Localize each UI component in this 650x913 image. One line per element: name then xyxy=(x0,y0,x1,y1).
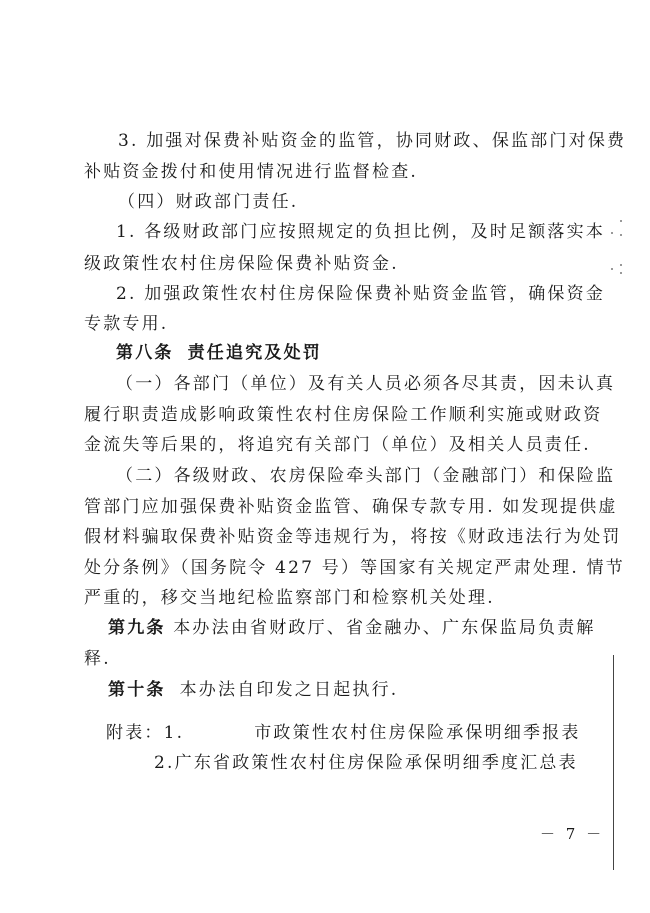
paragraph-line: （一）各部门（单位）及有关人员必须各尽其责，因未认真 xyxy=(116,374,616,394)
paragraph-line: 假材料骗取保费补贴资金等违规行为，将按《财政违法行为处罚 xyxy=(84,527,622,547)
paragraph-line: 3. 加强对保费补贴资金的监管，协同财政、保监部门对保费 xyxy=(118,131,627,151)
binding-line-mark xyxy=(613,655,614,870)
paragraph-line: 专款专用. xyxy=(84,314,169,334)
article-10 xyxy=(108,680,398,700)
paragraph-line: 补贴资金拨付和使用情况进行监督检查. xyxy=(84,162,419,182)
article-number: 第十条 xyxy=(108,680,166,700)
article-text: 本办法由省财政厅、省金融办、广东保监局负责解 xyxy=(173,618,596,638)
attachment-number: 1. xyxy=(163,723,185,743)
article-9 xyxy=(108,618,596,638)
article-number: 第九条 xyxy=(108,618,166,638)
paragraph-line: 2. 加强政策性农村住房保险保费补贴资金监管，确保资金 xyxy=(116,284,606,304)
page-number: － 7 － xyxy=(540,825,605,843)
section-subheading: （四）财政部门责任. xyxy=(118,192,299,212)
attachment-title: 市政策性农村住房保险承保明细季报表 xyxy=(254,723,581,743)
attachment-number: 2. xyxy=(154,753,175,773)
attachment-title: 广东省政策性农村住房保险承保明细季度汇总表 xyxy=(174,753,578,773)
scan-speck xyxy=(611,232,613,234)
article-number: 第八条 xyxy=(116,343,174,363)
article-8-heading xyxy=(116,343,322,363)
article-title: 责任追究及处罚 xyxy=(187,343,323,363)
paragraph-line: 1. 各级财政部门应按照规定的负担比例，及时足额落实本 xyxy=(116,222,606,242)
scan-speck xyxy=(620,264,622,266)
paragraph-line: 管部门应加强保费补贴资金监管、确保专款专用. 如发现提供虚 xyxy=(84,497,618,517)
article-text: 本办法自印发之日起执行. xyxy=(179,680,399,700)
attachment-2 xyxy=(154,753,578,773)
attachment-label: 附表： xyxy=(106,723,164,743)
attachment-1 xyxy=(106,723,581,743)
paragraph-line: 处分条例》（国务院令 427 号）等国家有关规定严肃处理. 情节 xyxy=(84,558,625,578)
paragraph-line: 金流失等后果的，将追究有关部门（单位）及相关人员责任. xyxy=(84,435,591,455)
paragraph-line: 释. xyxy=(84,649,111,669)
paragraph-line: （二）各级财政、农房保险牵头部门（金融部门）和保险监 xyxy=(116,466,616,486)
paragraph-line: 级政策性农村住房保险保费补贴资金. xyxy=(84,254,399,274)
scan-speck xyxy=(611,268,613,270)
scan-speck xyxy=(620,220,622,222)
paragraph-line: 严重的，移交当地纪检监察部门和检察机关处理. xyxy=(84,588,495,608)
paragraph-line: 履行职责造成影响政策性农村住房保险工作顺利实施或财政资 xyxy=(84,405,603,425)
scan-speck xyxy=(620,234,622,236)
scan-speck xyxy=(620,272,622,274)
